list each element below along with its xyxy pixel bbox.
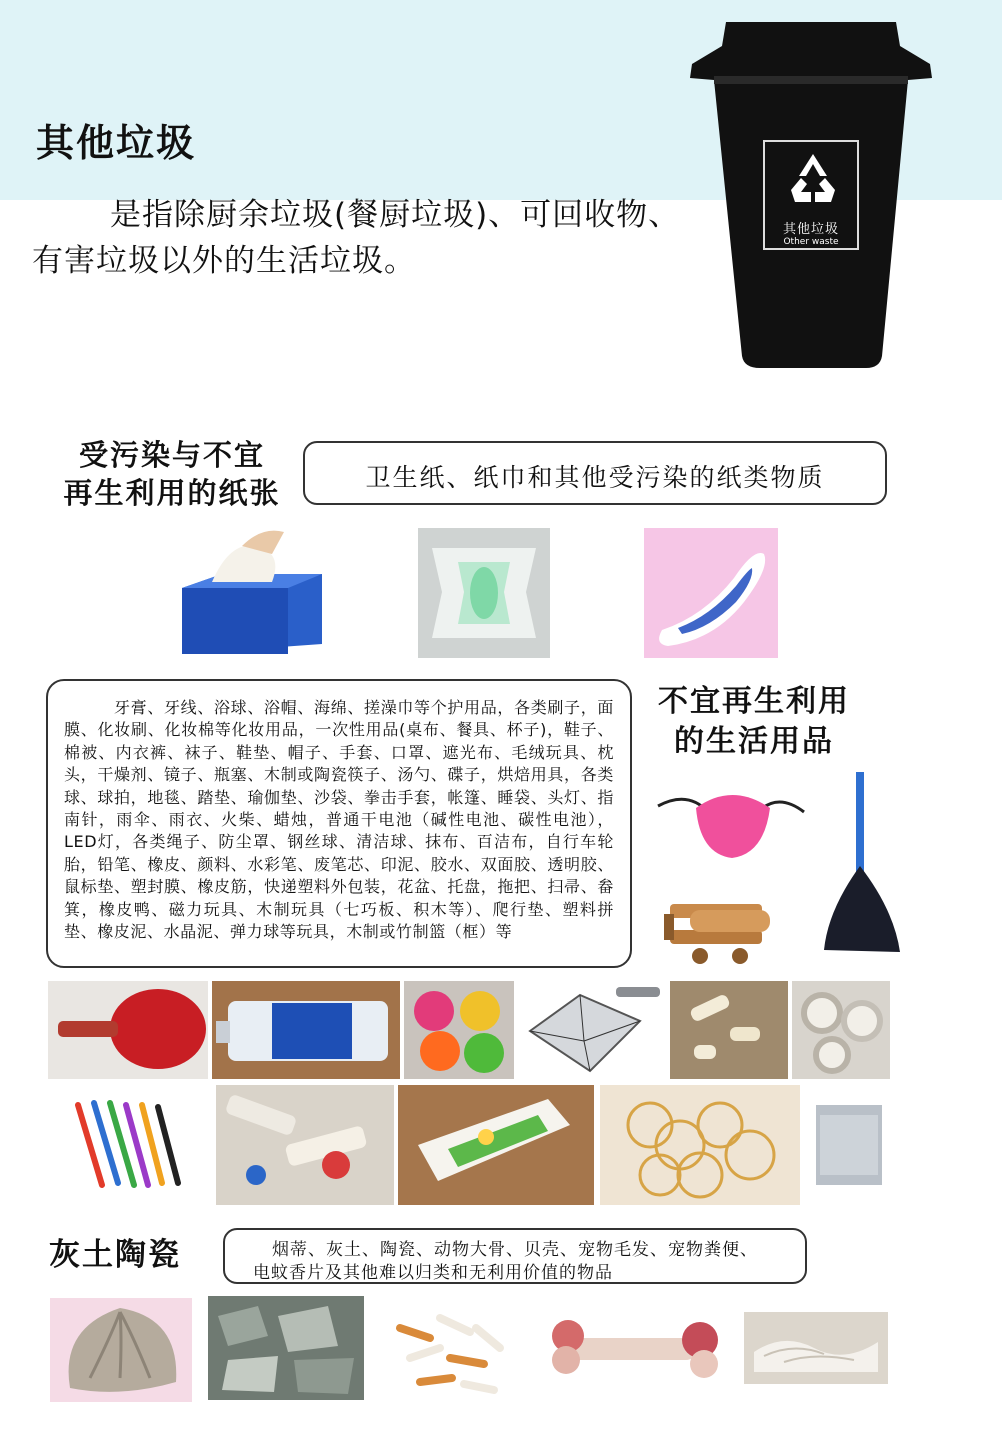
page-description: 是指除厨余垃圾(餐厨垃圾)、可回收物、有害垃圾以外的生活垃圾。 [32, 197, 681, 279]
dust-heading: 灰土陶瓷 [49, 1237, 181, 1273]
chalk-photo [670, 981, 788, 1079]
dust-note-box [223, 1228, 807, 1284]
page-title: 其他垃圾 [36, 121, 197, 165]
dust-note-line2: 电蚊香片及其他难以归类和无利用价值的物品 [253, 1263, 613, 1283]
dust-note-line1: 烟蒂、灰土、陶瓷、动物大骨、贝壳、宠物毛发、宠物粪便、 [272, 1240, 758, 1260]
tape-rolls-photo [792, 981, 890, 1079]
paper-note-box [303, 441, 887, 505]
bath-balls-photo [404, 981, 514, 1079]
wooden-plane-photo [660, 880, 780, 970]
ping-pong-paddle-photo [48, 981, 208, 1079]
toothpaste-photo [398, 1085, 594, 1205]
paper-heading-line1: 受污染与不宜 [78, 438, 265, 472]
bin-label [763, 140, 859, 250]
diaper-photo [418, 528, 550, 658]
markers-photo [48, 1085, 210, 1205]
broken-mirror-photo [520, 981, 664, 1079]
battery-photo [212, 981, 400, 1079]
daily-heading [646, 682, 862, 762]
paint-tubes-photo [216, 1085, 394, 1205]
recycle-arrows-icon [787, 152, 839, 208]
plastic-film-photo [806, 1085, 890, 1205]
daily-heading-line2: 的生活用品 [674, 724, 834, 759]
bin-label-en: Other waste [783, 237, 839, 247]
shell-photo [50, 1298, 192, 1402]
daily-heading-line1: 不宜再生利用 [658, 684, 850, 719]
paper-heading [52, 436, 292, 512]
cigarette-butts-photo [380, 1298, 518, 1402]
mop-photo [818, 770, 908, 960]
pet-hair-photo [744, 1312, 888, 1384]
bone-photo [540, 1298, 726, 1400]
tissue-box-photo [172, 526, 328, 656]
paper-note: 卫生纸、纸巾和其他受污染的纸类物质 [365, 463, 825, 492]
ceramic-shards-photo [208, 1296, 364, 1400]
rubber-bands-photo [600, 1085, 800, 1205]
paper-heading-line2: 再生利用的纸张 [63, 476, 281, 510]
bin-label-zh: 其他垃圾 [782, 222, 839, 237]
daily-items-text: 牙膏、牙线、浴球、浴帽、海绵、搓澡巾等个护用品，各类刷子，面膜、化妆刷、化妆棉等化妆用品，一次性用品(桌布、餐具、杯子)，鞋子、棉被、内衣裤、袜子、鞋垫、帽子、手套、口罩、遮光布、毛绒玩具、枕头，干燥剂、镜子、瓶塞、木制或陶瓷筷子、汤勺、碟子，烘焙用具，各类球、球拍，地毯、踏垫、瑜伽垫、沙袋、拳击手套，帐篷、睡袋、头灯、指南针，雨伞、雨衣、火柴、蜡烛，普通干电池（碱性电池、碳性电池），LED灯，各类绳子、防尘罩、钢丝球、清洁球、抹布、百洁布，自行车轮胎，铅笔、橡皮、颜料、水彩笔、废笔芯、印泥、胶水、双面胶、透明胶、鼠标垫、塑封膜、橡皮筋，快递塑料外包装，花盆、托盘，拖把、扫帚、畚箕，橡皮鸭、磁力玩具、木制玩具（七巧板、积木等）、爬行垫、塑料拼垫、橡皮泥、水晶泥、弹力球等玩具，木制或竹制篮（框）等 [64, 698, 614, 942]
mask-photo [648, 772, 814, 872]
daily-items-box [46, 679, 632, 968]
sanitary-pad-photo [644, 528, 778, 658]
